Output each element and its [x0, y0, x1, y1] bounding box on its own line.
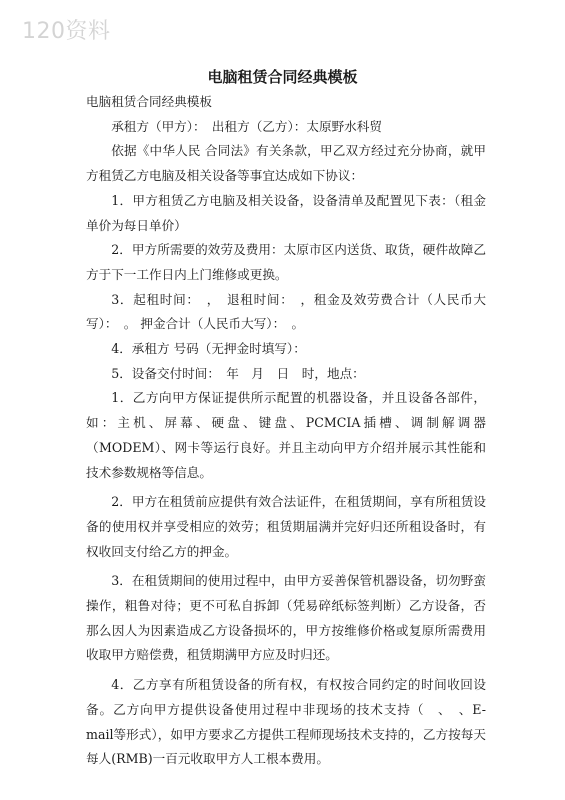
preamble-paragraph: 依据《中华人民 合同法》有关条款，甲乙双方经过充分协商，就甲方租赁乙方电脑及相关设备等事宜达成如下协议： — [86, 143, 486, 184]
clause-paragraph: 4．乙方享有所租赁设备的所有权，有权按合同约定的时间收回设备。乙方向甲方提供设备使用过程中非现场的技术支持（ 、 、E-mail等形式），如甲方要求乙方提供工程师现场技术支持的，乙方按每天每人(RMB)一百元收取甲方人工根本费用。 — [86, 677, 486, 767]
body-heading: 电脑租赁合同经典模板 — [86, 94, 212, 109]
clause-paragraph: 1．甲方租赁乙方电脑及相关设备，设备清单及配置见下表：（租金单价为每日单价） — [86, 192, 486, 233]
parties-line: 承租方（甲方）： 出租方（乙方）：太原野水科贸 — [111, 118, 382, 134]
clause-paragraph: 3．在租赁期间的使用过程中，由甲方妥善保管机器设备，切勿野蛮操作，粗鲁对待；更不可私自拆卸（凭易碎纸标签判断）乙方设备，否那么因人为因素造成乙方设备损坏的，甲方按维修价格或复原所需费用收取甲方赔偿费，租赁期满甲方应及时归还。 — [86, 573, 486, 663]
clause-paragraph: 4．承租方 号码（无押金时填写）： — [111, 341, 306, 357]
clause-paragraph: 5．设备交付时间： 年 月 日 时，地点： — [111, 365, 365, 381]
watermark-text: 120资料 — [22, 19, 111, 44]
document-body — [86, 90, 486, 772]
clause-paragraph: 1．乙方向甲方保证提供所示配置的机器设备，并且设备各部件，如：主机、屏幕、硬盘、键盘、PCMCIA插槽、调制解调器（MODEM）、网卡等运行良好。并且主动向甲方介绍并展示其性能和技术参数规格等信息。 — [86, 390, 486, 480]
clause-paragraph: 2．甲方所需要的效劳及费用：太原市区内送货、取货，硬件故障乙方于下一工作日内上门维修或更换。 — [86, 242, 486, 282]
clause-paragraph: 3．起租时间： ， 退租时间： ，租金及效劳费合计（人民币大写）： 。 押金合计（人民币大写）： 。 — [86, 291, 486, 332]
document-title: 电脑租赁合同经典模板 — [207, 68, 358, 86]
clause-paragraph: 2．甲方在租赁前应提供有效合法证件，在租赁期间，享有所租赁设备的使用权并享受相应的效劳；租赁期届满并完好归还所租设备时，有权收回支付给乙方的押金。 — [86, 494, 486, 559]
